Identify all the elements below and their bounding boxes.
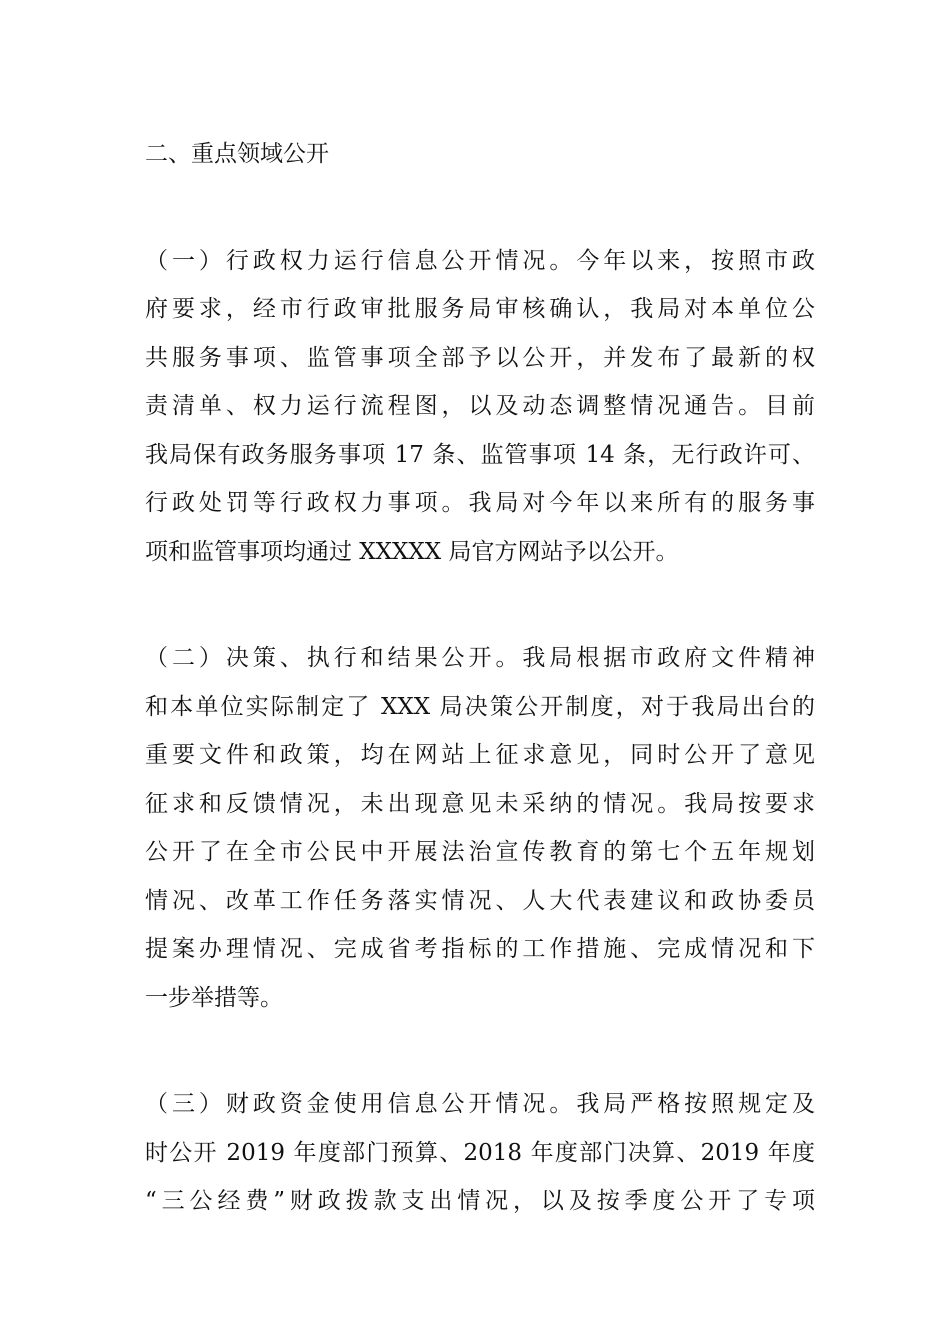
paragraph-decision-disclosure <box>145 634 815 1022</box>
text-line: 行政处罚等行政权力事项。我局对今年以来所有的服务事 <box>145 490 815 516</box>
text-line: 责清单、权力运行流程图，以及动态调整情况通告。目前 <box>145 393 815 419</box>
text-line: 府要求，经市行政审批服务局审核确认，我局对本单位公 <box>145 296 815 322</box>
section-heading: 二、重点领域公开 <box>145 141 329 167</box>
text-line: 情况、改革工作任务落实情况、人大代表建议和政协委员 <box>145 887 815 914</box>
text-line: 提案办理情况、完成省考指标的工作措施、完成情况和下 <box>145 936 815 962</box>
text-line: 和本单位实际制定了 XXX 局决策公开制度，对于我局出台的 <box>145 693 815 720</box>
text-line: 项和监管事项均通过 XXXXX 局官方网站予以公开。 <box>145 538 679 565</box>
text-line: “三公经费”财政拨款支出情况，以及按季度公开了专项 <box>145 1188 815 1214</box>
paragraph-administrative-power <box>145 237 815 577</box>
text-line: （三）财政资金使用信息公开情况。我局严格按照规定及 <box>145 1091 815 1117</box>
text-line: 我局保有政务服务事项 17 条、监管事项 14 条，无行政许可、 <box>145 441 815 468</box>
paragraph-fiscal-funds <box>145 1080 815 1226</box>
text-line: 征求和反馈情况，未出现意见未采纳的情况。我局按要求 <box>145 790 815 817</box>
document-body <box>145 130 815 1226</box>
text-line: 共服务事项、监管事项全部予以公开，并发布了最新的权 <box>145 344 815 371</box>
text-line: 时公开 2019 年度部门预算、2018 年度部门决算、2019 年度 <box>145 1139 815 1166</box>
text-line: 公开了在全市公民中开展法治宣传教育的第七个五年规划 <box>145 839 815 865</box>
text-line: （一）行政权力运行信息公开情况。今年以来，按照市政 <box>145 247 815 274</box>
text-line: （二）决策、执行和结果公开。我局根据市政府文件精神 <box>145 645 815 671</box>
text-line: 一步举措等。 <box>145 984 283 1011</box>
text-line: 重要文件和政策，均在网站上征求意见，同时公开了意见 <box>145 742 815 768</box>
